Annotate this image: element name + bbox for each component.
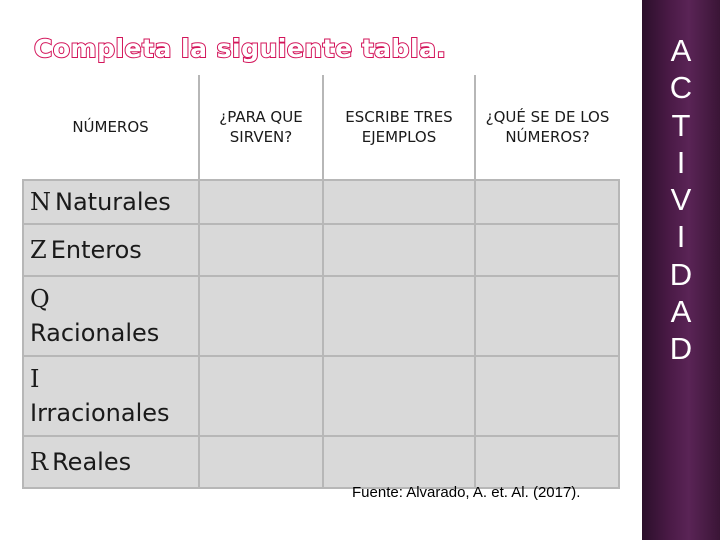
set-symbol: R	[30, 448, 49, 476]
answer-cell[interactable]	[323, 180, 475, 224]
row-label-naturales	[23, 180, 199, 224]
activity-vertical-label	[642, 32, 720, 368]
row-label-text: Naturales	[55, 188, 171, 216]
answer-cell[interactable]	[323, 356, 475, 436]
sidebar-letter: D	[669, 256, 693, 292]
table-row	[23, 224, 619, 276]
header-numeros: NÚMEROS	[23, 75, 199, 180]
table-row	[23, 356, 619, 436]
sidebar-letter: V	[670, 182, 692, 218]
source-citation: Fuente: Alvarado, A. et. Al. (2017).	[352, 484, 581, 501]
set-symbol: N	[30, 188, 51, 216]
sidebar-letter: A	[670, 294, 692, 330]
answer-cell[interactable]	[199, 180, 323, 224]
set-symbol: I	[30, 365, 40, 393]
table-row	[23, 436, 619, 488]
table-row	[23, 180, 619, 224]
sidebar-letter: D	[669, 331, 693, 367]
answer-cell[interactable]	[475, 180, 619, 224]
answer-cell[interactable]	[199, 356, 323, 436]
answer-cell[interactable]	[199, 276, 323, 356]
activity-sidebar	[642, 0, 720, 540]
answer-cell[interactable]	[475, 436, 619, 488]
sidebar-letter: I	[676, 144, 686, 180]
answer-cell[interactable]	[323, 224, 475, 276]
header-que-se: ¿QUÉ SE DE LOS NÚMEROS?	[475, 75, 619, 180]
set-symbol: Z	[30, 236, 47, 264]
table-header-row	[23, 75, 619, 180]
answer-cell[interactable]	[323, 436, 475, 488]
numbers-table	[22, 75, 620, 489]
row-label-text: Irracionales	[30, 399, 170, 427]
row-label-reales	[23, 436, 199, 488]
sidebar-letter: A	[670, 33, 692, 68]
answer-cell[interactable]	[323, 276, 475, 356]
table-row	[23, 276, 619, 356]
answer-cell[interactable]	[475, 356, 619, 436]
row-label-text: Reales	[52, 448, 132, 476]
header-escribe-ejemplos: ESCRIBE TRES EJEMPLOS	[323, 75, 475, 180]
answer-cell[interactable]	[475, 224, 619, 276]
row-label-irracionales	[23, 356, 199, 436]
answer-cell[interactable]	[199, 224, 323, 276]
sidebar-letter: C	[669, 70, 693, 106]
row-label-racionales	[23, 276, 199, 356]
set-symbol: Q	[30, 285, 50, 313]
header-para-que-sirven: ¿PARA QUE SIRVEN?	[199, 75, 323, 180]
row-label-enteros	[23, 224, 199, 276]
row-label-text: Enteros	[50, 236, 142, 264]
sidebar-letter: T	[671, 107, 691, 143]
answer-cell[interactable]	[199, 436, 323, 488]
row-label-text: Racionales	[30, 319, 160, 347]
answer-cell[interactable]	[475, 276, 619, 356]
slide-title: Completa la siguiente tabla.	[34, 34, 447, 63]
sidebar-letter: I	[676, 219, 686, 255]
